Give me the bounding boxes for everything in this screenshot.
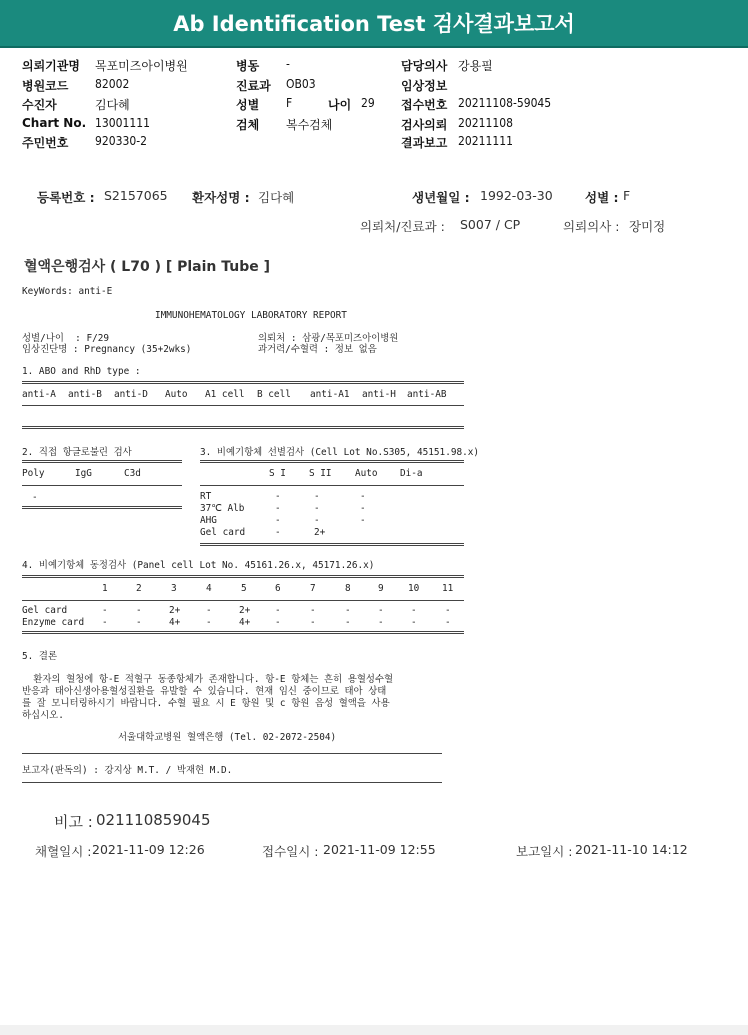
panel-enzyme-11: - <box>445 617 451 628</box>
dat-header-igg: IgG <box>75 468 92 479</box>
sex-age: 성별/나이 : F/29 <box>22 333 110 344</box>
panel-gel-9: - <box>378 605 384 616</box>
screen-gel-sii: 2+ <box>314 527 326 538</box>
panel-header-9: 9 <box>378 583 384 594</box>
header-value-result-report: 20211111 <box>458 134 513 148</box>
screen-header-dia: Di-a <box>400 468 423 479</box>
header-value-patient: 김다혜 <box>95 98 130 112</box>
patient-sex-label: 성별 : <box>585 190 619 205</box>
clinical-diagnosis: 임상진단명 : Pregnancy (35+2wks) <box>22 344 192 355</box>
header-label-test-request: 검사의뢰 <box>401 118 448 132</box>
panel-enzyme-8: - <box>345 617 351 628</box>
header-value-ward: - <box>286 57 290 71</box>
header-label-patient: 수진자 <box>22 98 57 112</box>
receipt-time-label: 접수일시 : <box>262 844 319 859</box>
panel-header-7: 7 <box>310 583 316 594</box>
panel-gel-6: - <box>275 605 281 616</box>
abo-header-anti-d: anti-D <box>114 389 148 400</box>
report-time-value: 2021-11-10 14:12 <box>575 842 688 857</box>
screen-phase-rt: RT <box>200 491 212 502</box>
abo-header-auto: Auto <box>165 389 188 400</box>
signature-rule-top <box>22 753 442 754</box>
screen-ahg-sii: - <box>314 515 320 526</box>
dat-title: 2. 직접 항글로불린 검사 <box>22 447 132 458</box>
panel-enzyme-2: - <box>136 617 142 628</box>
abo-header-anti-ab: anti-AB <box>407 389 447 400</box>
screen-phase-ahg: AHG <box>200 515 217 526</box>
panel-header-11: 11 <box>442 583 454 594</box>
header-value-age: 29 <box>361 96 375 110</box>
lab-report-title: IMMUNOHEMATOLOGY LABORATORY REPORT <box>155 310 347 321</box>
abo-header-a1-cell: A1 cell <box>205 389 245 400</box>
abo-header-anti-b: anti-B <box>68 389 102 400</box>
conclusion-line-2: 반응과 태아신생아용혈성질환을 유발할 수 있습니다. 현재 임신 중이므로 태아 상태 <box>22 686 387 697</box>
panel-gel-11: - <box>445 605 451 616</box>
requesting-doctor-label: 의뢰의사 : <box>563 219 620 234</box>
header-label-resident-no: 주민번호 <box>22 136 69 150</box>
panel-header-6: 6 <box>275 583 281 594</box>
conclusion-line-4: 하십시오. <box>22 710 64 721</box>
abo-bottom-rule <box>22 426 464 429</box>
collection-time-label: 채혈일시 : <box>35 844 92 859</box>
panel-header-1: 1 <box>102 583 108 594</box>
header-value-chart-no: 13001111 <box>95 116 150 130</box>
header-value-specimen: 복수검체 <box>286 118 333 132</box>
screen-rt-sii: - <box>314 491 320 502</box>
header-label-doctor: 담당의사 <box>401 59 448 73</box>
keywords: KeyWords: anti-E <box>22 286 113 297</box>
reporter: 보고자(판독의) : 강지상 M.T. / 박재현 M.D. <box>22 765 233 776</box>
header-label-receipt-no: 접수번호 <box>401 98 448 112</box>
report-time-label: 보고일시 : <box>516 844 573 859</box>
receipt-time-value: 2021-11-09 12:55 <box>323 842 436 857</box>
dept-value: S007 / CP <box>460 217 521 232</box>
registration-value: S2157065 <box>104 188 168 203</box>
screen-ahg-si: - <box>275 515 281 526</box>
panel-header-8: 8 <box>345 583 351 594</box>
screen-rt-auto: - <box>360 491 366 502</box>
screen-37alb-auto: - <box>360 503 366 514</box>
conclusion-line-1: 환자의 혈청에 항-E 적혈구 동종항체가 존재합니다. 항-E 항체는 흔히 용혈성수혈 <box>22 674 394 685</box>
panel-gel-7: - <box>310 605 316 616</box>
panel-header-rule <box>22 600 464 601</box>
screen-header-si: S I <box>269 468 286 479</box>
panel-row-gel-card: Gel card <box>22 605 68 616</box>
panel-row-enzyme-card: Enzyme card <box>22 617 85 628</box>
panel-enzyme-9: - <box>378 617 384 628</box>
panel-header-5: 5 <box>241 583 247 594</box>
panel-gel-4: - <box>206 605 212 616</box>
screen-ahg-auto: - <box>360 515 366 526</box>
panel-header-2: 2 <box>136 583 142 594</box>
scanned-report <box>10 170 738 1025</box>
panel-enzyme-6: - <box>275 617 281 628</box>
header-value-hospital-code: 82002 <box>95 77 130 91</box>
abo-header-anti-h: anti-H <box>362 389 396 400</box>
abo-header-anti-a1: anti-A1 <box>310 389 350 400</box>
transfusion-history: 과거력/수혈력 : 정보 없음 <box>258 344 377 355</box>
header-value-resident-no: 920330-2 <box>95 134 147 148</box>
header-label-hospital-code: 병원코드 <box>22 79 69 93</box>
panel-title: 4. 비예기항체 동정검사 (Panel cell Lot No. 45161.26.x, 45171.26.x) <box>22 560 375 571</box>
panel-enzyme-1: - <box>102 617 108 628</box>
panel-header-10: 10 <box>408 583 420 594</box>
screen-37alb-si: - <box>275 503 281 514</box>
panel-gel-5: 2+ <box>239 605 251 616</box>
screen-37alb-sii: - <box>314 503 320 514</box>
header-value-department: OB03 <box>286 77 316 91</box>
header-label-institution: 의뢰기관명 <box>22 59 80 73</box>
panel-gel-8: - <box>345 605 351 616</box>
screen-header-auto: Auto <box>355 468 378 479</box>
panel-enzyme-5: 4+ <box>239 617 251 628</box>
panel-gel-10: - <box>411 605 417 616</box>
header-label-sex: 성별 <box>236 98 260 112</box>
panel-bottom-rule <box>22 631 464 634</box>
header-label-chart-no: Chart No. <box>22 116 87 130</box>
panel-enzyme-10: - <box>411 617 417 628</box>
abo-header-anti-a: anti-A <box>22 389 56 400</box>
header-label-specimen: 검체 <box>236 118 260 132</box>
requesting-doctor-value: 장미정 <box>629 219 666 234</box>
dept-label: 의뢰처/진료과 : <box>360 219 445 234</box>
header-value-receipt-no: 20211108-59045 <box>458 96 552 110</box>
blood-bank: 서울대학교병원 혈액은행 (Tel. 02-2072-2504) <box>118 732 337 743</box>
header-label-clinical-info: 임상정보 <box>401 79 448 93</box>
screen-rt-si: - <box>275 491 281 502</box>
dob-value: 1992-03-30 <box>480 188 553 203</box>
registration-label: 등록번호 : <box>37 190 95 205</box>
abo-header-b-cell: B cell <box>257 389 291 400</box>
patient-name-label: 환자성명 : <box>192 190 250 205</box>
screen-phase-37alb: 37℃ Alb <box>200 503 245 514</box>
conclusion-title: 5. 결론 <box>22 651 58 662</box>
header-label-department: 진료과 <box>236 79 271 93</box>
panel-enzyme-4: - <box>206 617 212 628</box>
panel-header-3: 3 <box>171 583 177 594</box>
section-title: 혈액은행검사 ( L70 ) [ Plain Tube ] <box>24 259 271 275</box>
dat-bottom-rule <box>22 506 182 509</box>
abo-header-rule <box>22 405 464 406</box>
collection-time-value: 2021-11-09 12:26 <box>92 842 205 857</box>
panel-top-rule <box>22 575 464 578</box>
dat-value-poly: - <box>32 492 38 503</box>
conclusion-line-3: 를 잘 모니터링하시기 바랍니다. 수혈 필요 시 E 항원 및 c 항원 음성 혈액을 사용 <box>22 698 390 709</box>
page-bottom-strip <box>0 1025 748 1035</box>
panel-header-4: 4 <box>206 583 212 594</box>
remarks-value: 021110859045 <box>96 811 211 829</box>
requesting-institution: 의뢰처 : 삼광/목포미즈아이병원 <box>258 333 399 344</box>
screen-title: 3. 비예기항체 선별검사 (Cell Lot No.S305, 45151.98.x) <box>200 447 480 458</box>
dat-header-rule <box>22 485 182 486</box>
header-label-age: 나이 <box>328 98 352 112</box>
remarks-label: 비고 : <box>54 813 93 831</box>
dat-header-poly: Poly <box>22 468 45 479</box>
screen-phase-gel: Gel card <box>200 527 246 538</box>
screen-header-sii: S II <box>309 468 332 479</box>
panel-gel-1: - <box>102 605 108 616</box>
header-label-ward: 병동 <box>236 59 260 73</box>
header-label-result-report: 결과보고 <box>401 136 448 150</box>
header-value-test-request: 20211108 <box>458 116 513 130</box>
dob-label: 생년월일 : <box>412 190 470 205</box>
report-title: Ab Identification Test 검사결과보고서 <box>0 0 748 48</box>
panel-gel-2: - <box>136 605 142 616</box>
panel-enzyme-3: 4+ <box>169 617 181 628</box>
screen-header-rule <box>200 485 464 486</box>
abo-title: 1. ABO and RhD type : <box>22 366 141 377</box>
screen-gel-si: - <box>275 527 281 538</box>
screen-top-rule <box>200 460 464 463</box>
panel-gel-3: 2+ <box>169 605 181 616</box>
header-value-sex: F <box>286 96 293 110</box>
header-value-doctor: 강용필 <box>458 59 493 73</box>
patient-name-value: 김다혜 <box>258 190 295 205</box>
patient-sex-value: F <box>623 188 631 203</box>
header-value-institution: 목포미즈아이병원 <box>95 59 188 73</box>
screen-bottom-rule <box>200 543 464 546</box>
signature-rule-bottom <box>22 782 442 783</box>
panel-enzyme-7: - <box>310 617 316 628</box>
dat-header-c3d: C3d <box>124 468 141 479</box>
abo-top-rule <box>22 381 464 384</box>
dat-top-rule <box>22 460 182 463</box>
